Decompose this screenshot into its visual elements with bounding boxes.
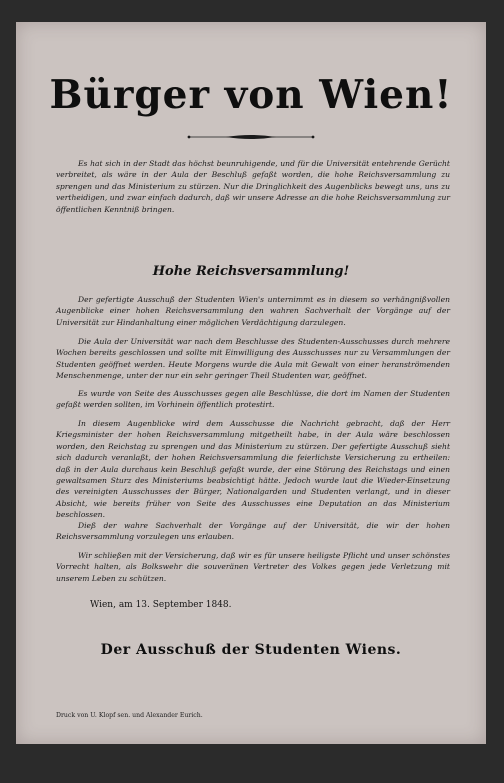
address-heading: Hohe Reichsversammlung! (152, 264, 350, 279)
poster-sheet (16, 22, 486, 744)
body-paragraph-2: Die Aula der Universität war nach dem Beschlusse des Studenten-Ausschusses durch mehrere Wochen bereits geschlossen und sollte mit Einwilligung des Ausschusses nur zu Versammlungen der Studenten geöffnet werden. Heute Morgens wurde die Aula mit Gewalt von einer heranströmenden Menschenmenge, unter der nur ein sehr geringer Theil Studenten war, geöffnet. (56, 337, 450, 381)
signature: Der Ausschuß der Studenten Wiens. (100, 642, 402, 658)
dateline: Wien, am 13. September 1848. (90, 600, 232, 610)
body-paragraph-6: Wir schließen mit der Versicherung, daß wir es für unsere heiligste Pflicht und unser schönstes Vorrecht halten, als Bolkswehr die souveränen Vertreter des Volkes gegen jede Verletzung mit unserem Leben zu schützen. (56, 551, 450, 583)
body-paragraph-1: Der gefertigte Ausschuß der Studenten Wien's unternimmt es in diesem so verhängnißvollen Augenblicke einer hohen Reichsversammlung den wahren Sachverhalt der Vorgänge auf der Universität zur Hindanhaltung einer möglichen Verdächtigung darzulegen. (56, 295, 450, 327)
body-paragraph-4: In diesem Augenblicke wird dem Ausschusse die Nachricht gebracht, daß der Herr Kriegsminister der hohen Reichsversammlung mitgetheilt habe, in der Aula wäre beschlossen worden, den Reichstag zu sprengen und das Ministerium zu stürzen. Der gefertigte Ausschuß sieht sich dadurch veranlaßt, der hohen Reichsversammlung die feierlichste Versicherung zu ertheilen: daß in der Aula durchaus kein Beschluß gefaßt wurde, der eine Störung des Reichstags und einen gewaltsamen Sturz des Ministeriums beabsichtigt hätte. Jedoch wurde laut die Wieder-Einsetzung des vereinigten Ausschusses der Bürger, Nationalgarden und Studenten verlangt, und in dieser Absicht, wie bereits früher von Seite des Ausschusses eine Deputation an das Ministerium beschlossen. (56, 419, 450, 520)
poster-title: Bürger von Wien! (49, 72, 453, 118)
printer-imprint: Druck von U. Klopf sen. und Alexander Eurich. (56, 712, 203, 719)
body-paragraph-5: Dieß der wahre Sachverhalt der Vorgänge auf der Universität, die wir der hohen Reichsversammlung vorzulegen uns erlauben. (56, 521, 450, 542)
body-paragraph-3: Es wurde von Seite des Ausschusses gegen alle Beschlüsse, die dort im Namen der Studenten gefaßt werden sollten, im Vorhinein öffentlich protestirt. (56, 389, 450, 410)
ornamental-divider (186, 134, 316, 140)
intro-paragraph: Es hat sich in der Stadt das höchst beunruhigende, und für die Universität entehrende Gerücht verbreitet, als wäre in der Aula der Beschluß gefaßt worden, die hohe Reichsversammlung zu sprengen und das Ministerium zu stürzen. Nur die Dringlichkeit des Augenblicks bewegt uns, uns zu vertheidigen, und zwar einfach dadurch, daß wir unsere Adresse an die hohe Reichsversammlung zur öffentlichen Kenntniß bringen. (56, 159, 450, 214)
